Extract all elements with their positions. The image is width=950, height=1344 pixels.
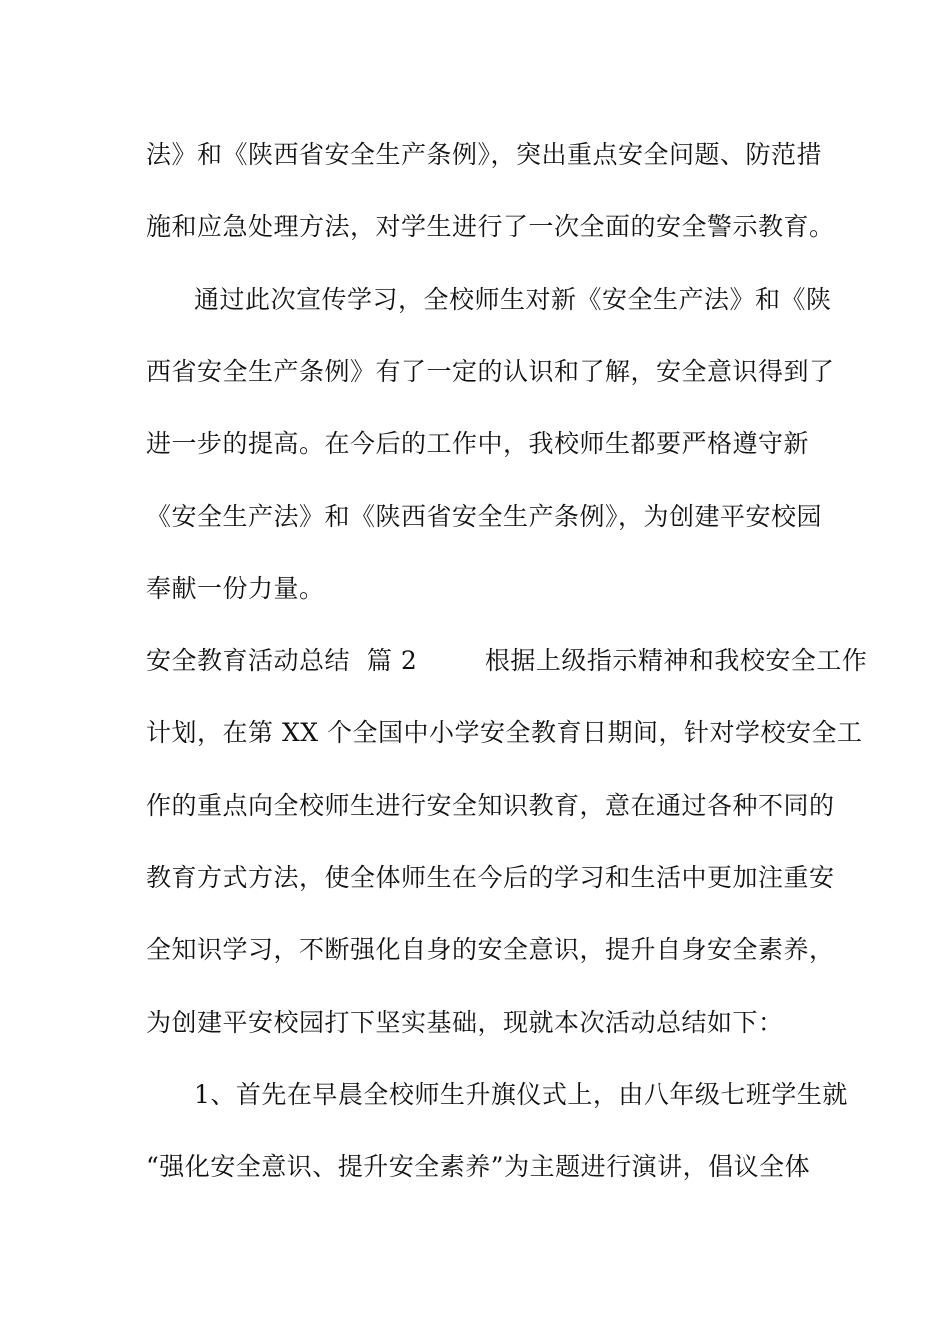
text-line: 教育方式方法，使全体师生在今后的学习和生活中更加注重安 [146, 863, 835, 892]
text-line: 计划，在第 XX 个全国中小学安全教育日期间，针对学校安全工 [146, 718, 863, 747]
text-line: 奉献一份力量。 [146, 574, 325, 603]
text-line: “强化安全意识、提升安全素养”为主题进行演讲，倡议全体 [146, 1152, 811, 1181]
text-line: 为创建平安校园打下坚实基础，现就本次活动总结如下： [146, 1008, 784, 1037]
text-line: 作的重点向全校师生进行安全知识教育，意在通过各种不同的 [146, 791, 835, 820]
text-line: 《安全生产法》和《陕西省安全生产条例》，为创建平安校园 [146, 502, 823, 531]
text-line: 西省安全生产条例》有了一定的认识和了解，安全意识得到了 [146, 357, 835, 386]
text-line: 全知识学习，不断强化自身的安全意识，提升自身安全素养， [146, 935, 835, 964]
text-line: 进一步的提高。在今后的工作中，我校师生都要严格遵守新 [146, 429, 810, 458]
paragraph-start-line: 1、首先在早晨全校师生升旗仪式上，由八年级七班学生就 [194, 1080, 848, 1109]
text-line: 施和应急处理方法，对学生进行了一次全面的安全警示教育。 [146, 212, 835, 241]
text-line: 法》和《陕西省安全生产条例》，突出重点安全问题、防范措 [146, 140, 823, 169]
section-heading-line: 安全教育活动总结 篇 2 根据上级指示精神和我校安全工作 [146, 646, 868, 675]
paragraph-start-line: 通过此次宣传学习，全校师生对新《安全生产法》和《陕 [194, 285, 832, 314]
